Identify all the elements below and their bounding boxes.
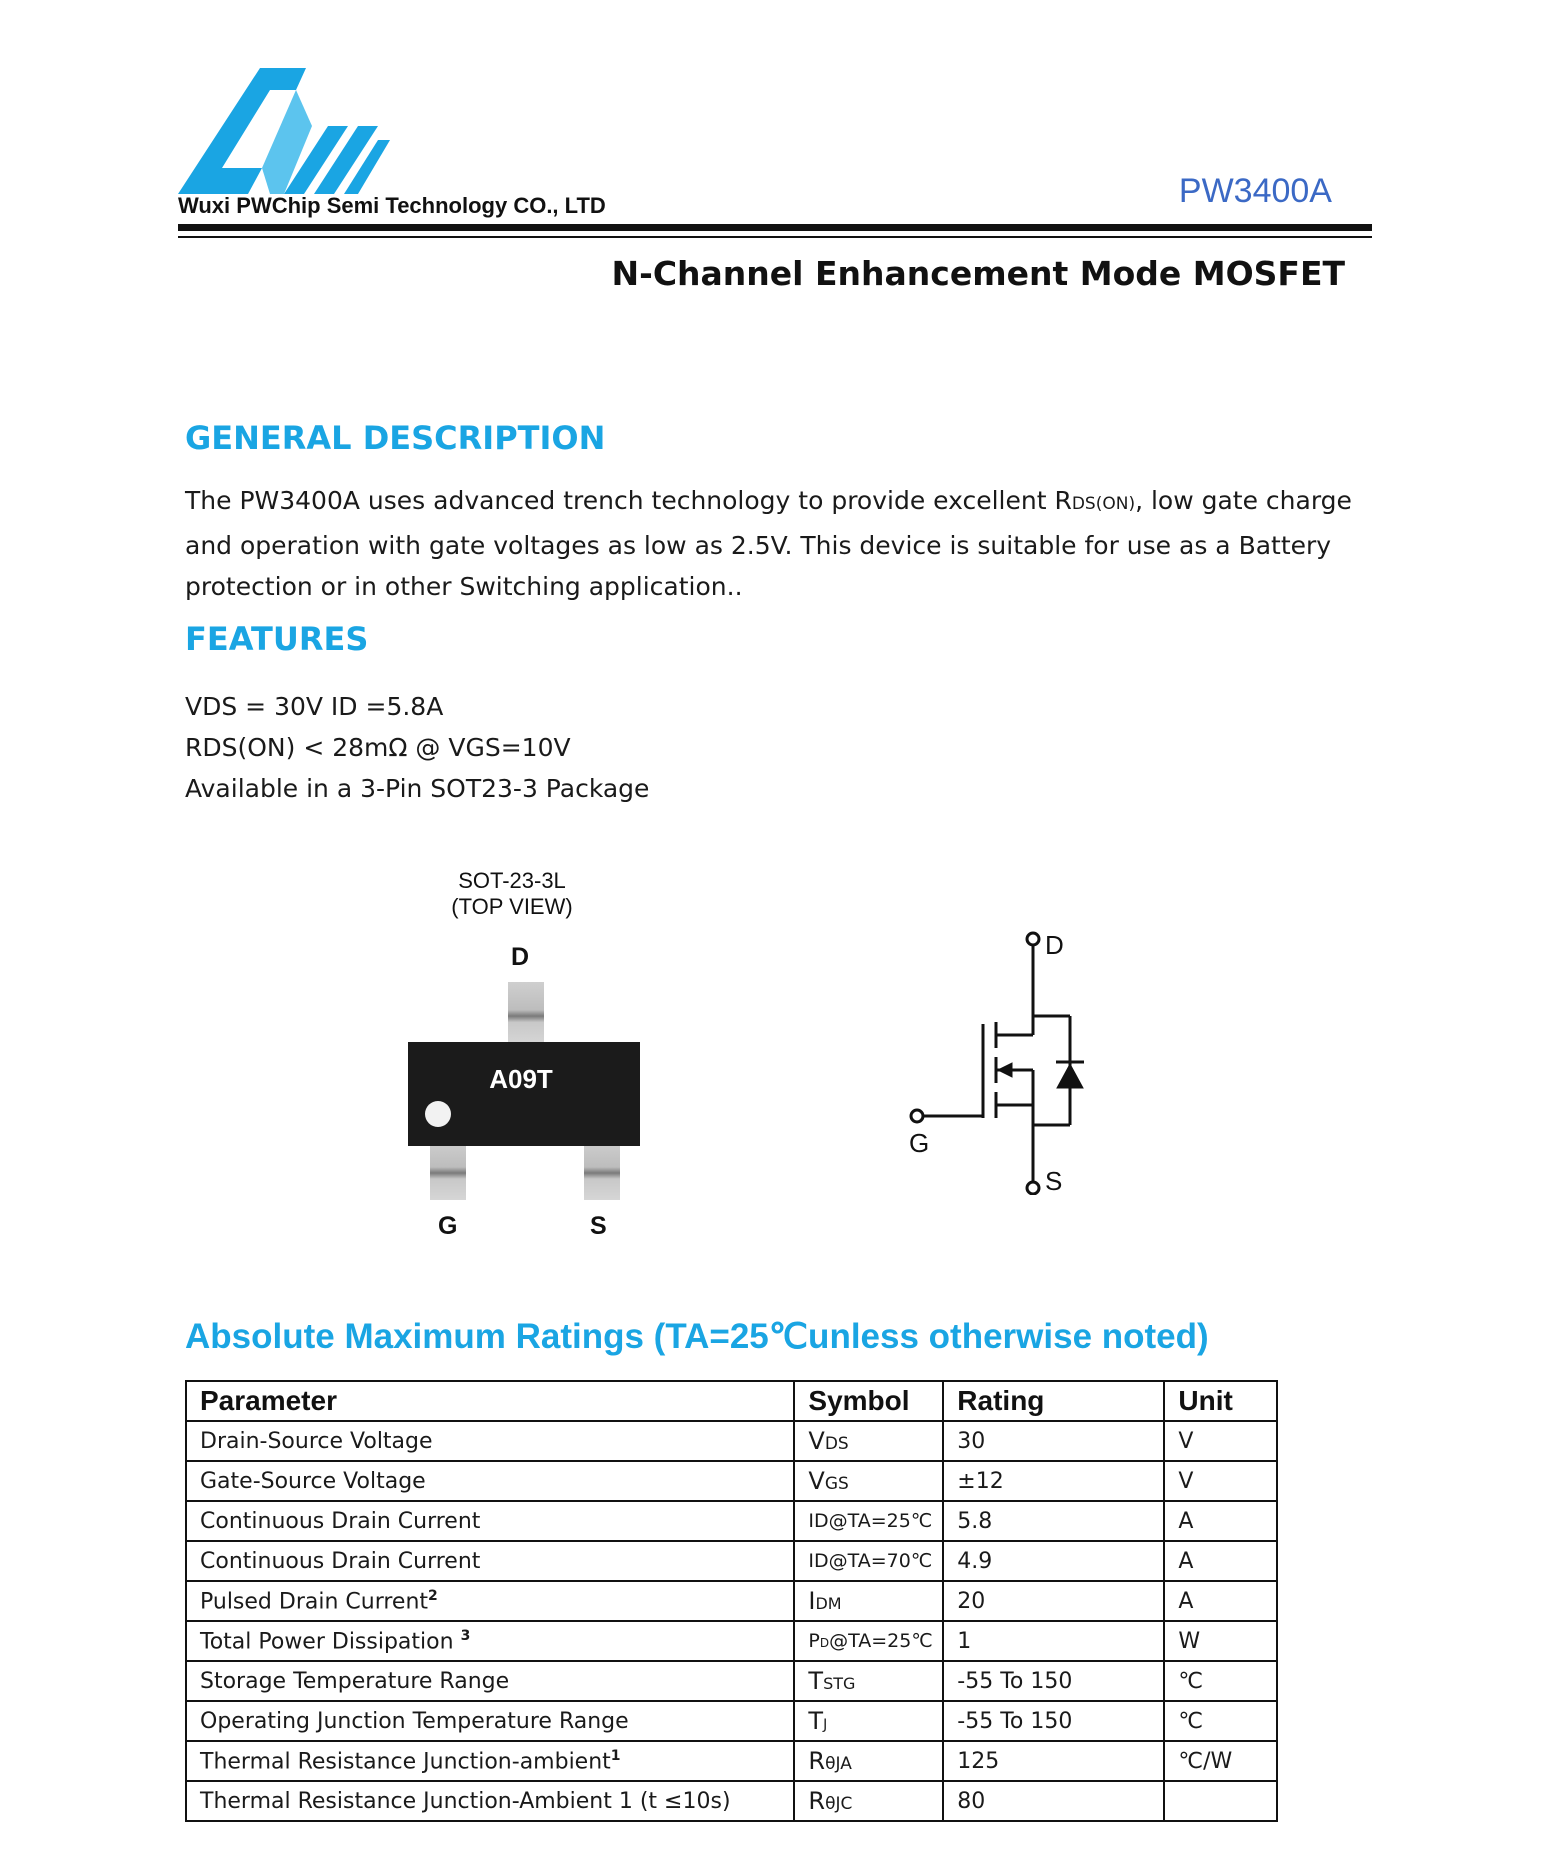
column-header: Rating (943, 1381, 1164, 1421)
symbol-cell: TJ (794, 1701, 943, 1741)
unit-cell: A (1164, 1581, 1277, 1621)
parameter-cell: Continuous Drain Current (186, 1541, 794, 1581)
rating-cell: 20 (943, 1581, 1164, 1621)
rating-cell: 80 (943, 1781, 1164, 1821)
pin-label-gate: G (438, 1212, 458, 1240)
table-row (186, 1701, 1277, 1741)
table-row (186, 1661, 1277, 1701)
company-logo (178, 68, 398, 194)
symbol-cell: ID@TA=70℃ (794, 1541, 943, 1581)
rating-cell: 30 (943, 1421, 1164, 1461)
package-name: SOT-23-3L (458, 868, 566, 893)
schematic-gate-label: G (909, 1128, 930, 1158)
unit-cell: ℃ (1164, 1701, 1277, 1741)
feature-item: RDS(ON) < 28mΩ @ VGS=10V (185, 733, 571, 762)
features-heading: FEATURES (185, 620, 369, 658)
parameter-cell: Thermal Resistance Junction-ambient$^1$ (186, 1741, 794, 1781)
mosfet-schematic-symbol (900, 920, 1100, 1195)
parameter-cell: Operating Junction Temperature Range (186, 1701, 794, 1741)
ratings-heading: Absolute Maximum Ratings (TA=25℃unless otherwise noted) (185, 1317, 1209, 1356)
column-header: Parameter (186, 1381, 794, 1421)
general-description-text: The PW3400A uses advanced trench technology to provide excellent RDS(ON), low gate charge and operation with gate voltages as low as 2.5V. This device is suitable for use as a Battery protection or in other Switching application.. (185, 486, 1352, 601)
parameter-cell: Continuous Drain Current (186, 1501, 794, 1541)
unit-cell: A (1164, 1501, 1277, 1541)
table-row (186, 1541, 1277, 1581)
parameter-cell: Drain-Source Voltage (186, 1421, 794, 1461)
table-row (186, 1741, 1277, 1781)
symbol-cell: ID@TA=25℃ (794, 1501, 943, 1541)
unit-cell (1164, 1781, 1277, 1821)
rating-cell: 5.8 (943, 1501, 1164, 1541)
schematic-source-label: S (1045, 1166, 1063, 1196)
symbol-cell: RθJA (794, 1741, 943, 1781)
footnote-marker: 1 (610, 1747, 621, 1764)
table-header-row (186, 1381, 1277, 1421)
symbol-cell: VGS (794, 1461, 943, 1501)
package-marking: A09T (489, 1064, 553, 1094)
table-row (186, 1781, 1277, 1821)
footnote-marker: 3 (460, 1627, 471, 1644)
document-title: N-Channel Enhancement Mode MOSFET (611, 254, 1345, 293)
symbol-cell: IDM (794, 1581, 943, 1621)
feature-item: Available in a 3-Pin SOT23-3 Package (185, 774, 650, 803)
unit-cell: V (1164, 1421, 1277, 1461)
rating-cell: -55 To 150 (943, 1661, 1164, 1701)
parameter-cell: Storage Temperature Range (186, 1661, 794, 1701)
rating-cell: -55 To 150 (943, 1701, 1164, 1741)
column-header: Symbol (794, 1381, 943, 1421)
rating-cell: 4.9 (943, 1541, 1164, 1581)
parameter-cell: Total Power Dissipation $^3$ (186, 1621, 794, 1661)
absolute-maximum-ratings-table (185, 1380, 1278, 1822)
column-header: Unit (1164, 1381, 1277, 1421)
header-rule-thick (178, 224, 1372, 231)
rating-cell: 125 (943, 1741, 1164, 1781)
symbol-cell: TSTG (794, 1661, 943, 1701)
table-row (186, 1581, 1277, 1621)
pin-label-source: S (590, 1212, 607, 1240)
unit-cell: W (1164, 1621, 1277, 1661)
parameter-cell: Gate-Source Voltage (186, 1461, 794, 1501)
header-rule-thin (178, 236, 1372, 238)
unit-cell: V (1164, 1461, 1277, 1501)
part-number: PW3400A (1178, 172, 1332, 210)
schematic-drain-label: D (1045, 930, 1064, 960)
unit-cell: ℃ (1164, 1661, 1277, 1701)
rating-cell: 1 (943, 1621, 1164, 1661)
unit-cell: A (1164, 1541, 1277, 1581)
table-row (186, 1501, 1277, 1541)
table-row (186, 1421, 1277, 1461)
table-row (186, 1461, 1277, 1501)
rating-cell: ±12 (943, 1461, 1164, 1501)
unit-cell: ℃/W (1164, 1741, 1277, 1781)
parameter-cell: Pulsed Drain Current$^2$ (186, 1581, 794, 1621)
package-label (400, 868, 624, 920)
general-description-heading: GENERAL DESCRIPTION (185, 419, 606, 457)
package-view: (TOP VIEW) (451, 894, 573, 919)
pin-label-drain: D (511, 943, 530, 971)
parameter-cell: Thermal Resistance Junction-Ambient 1 (t ≤10s) (186, 1781, 794, 1821)
symbol-cell: PD@TA=25℃ (794, 1621, 943, 1661)
symbol-cell: VDS (794, 1421, 943, 1461)
table-row (186, 1621, 1277, 1661)
feature-item: VDS = 30V ID =5.8A (185, 692, 444, 721)
symbol-cell: RθJC (794, 1781, 943, 1821)
company-name: Wuxi PWChip Semi Technology CO., LTD (178, 193, 606, 218)
footnote-marker: 2 (428, 1587, 438, 1604)
